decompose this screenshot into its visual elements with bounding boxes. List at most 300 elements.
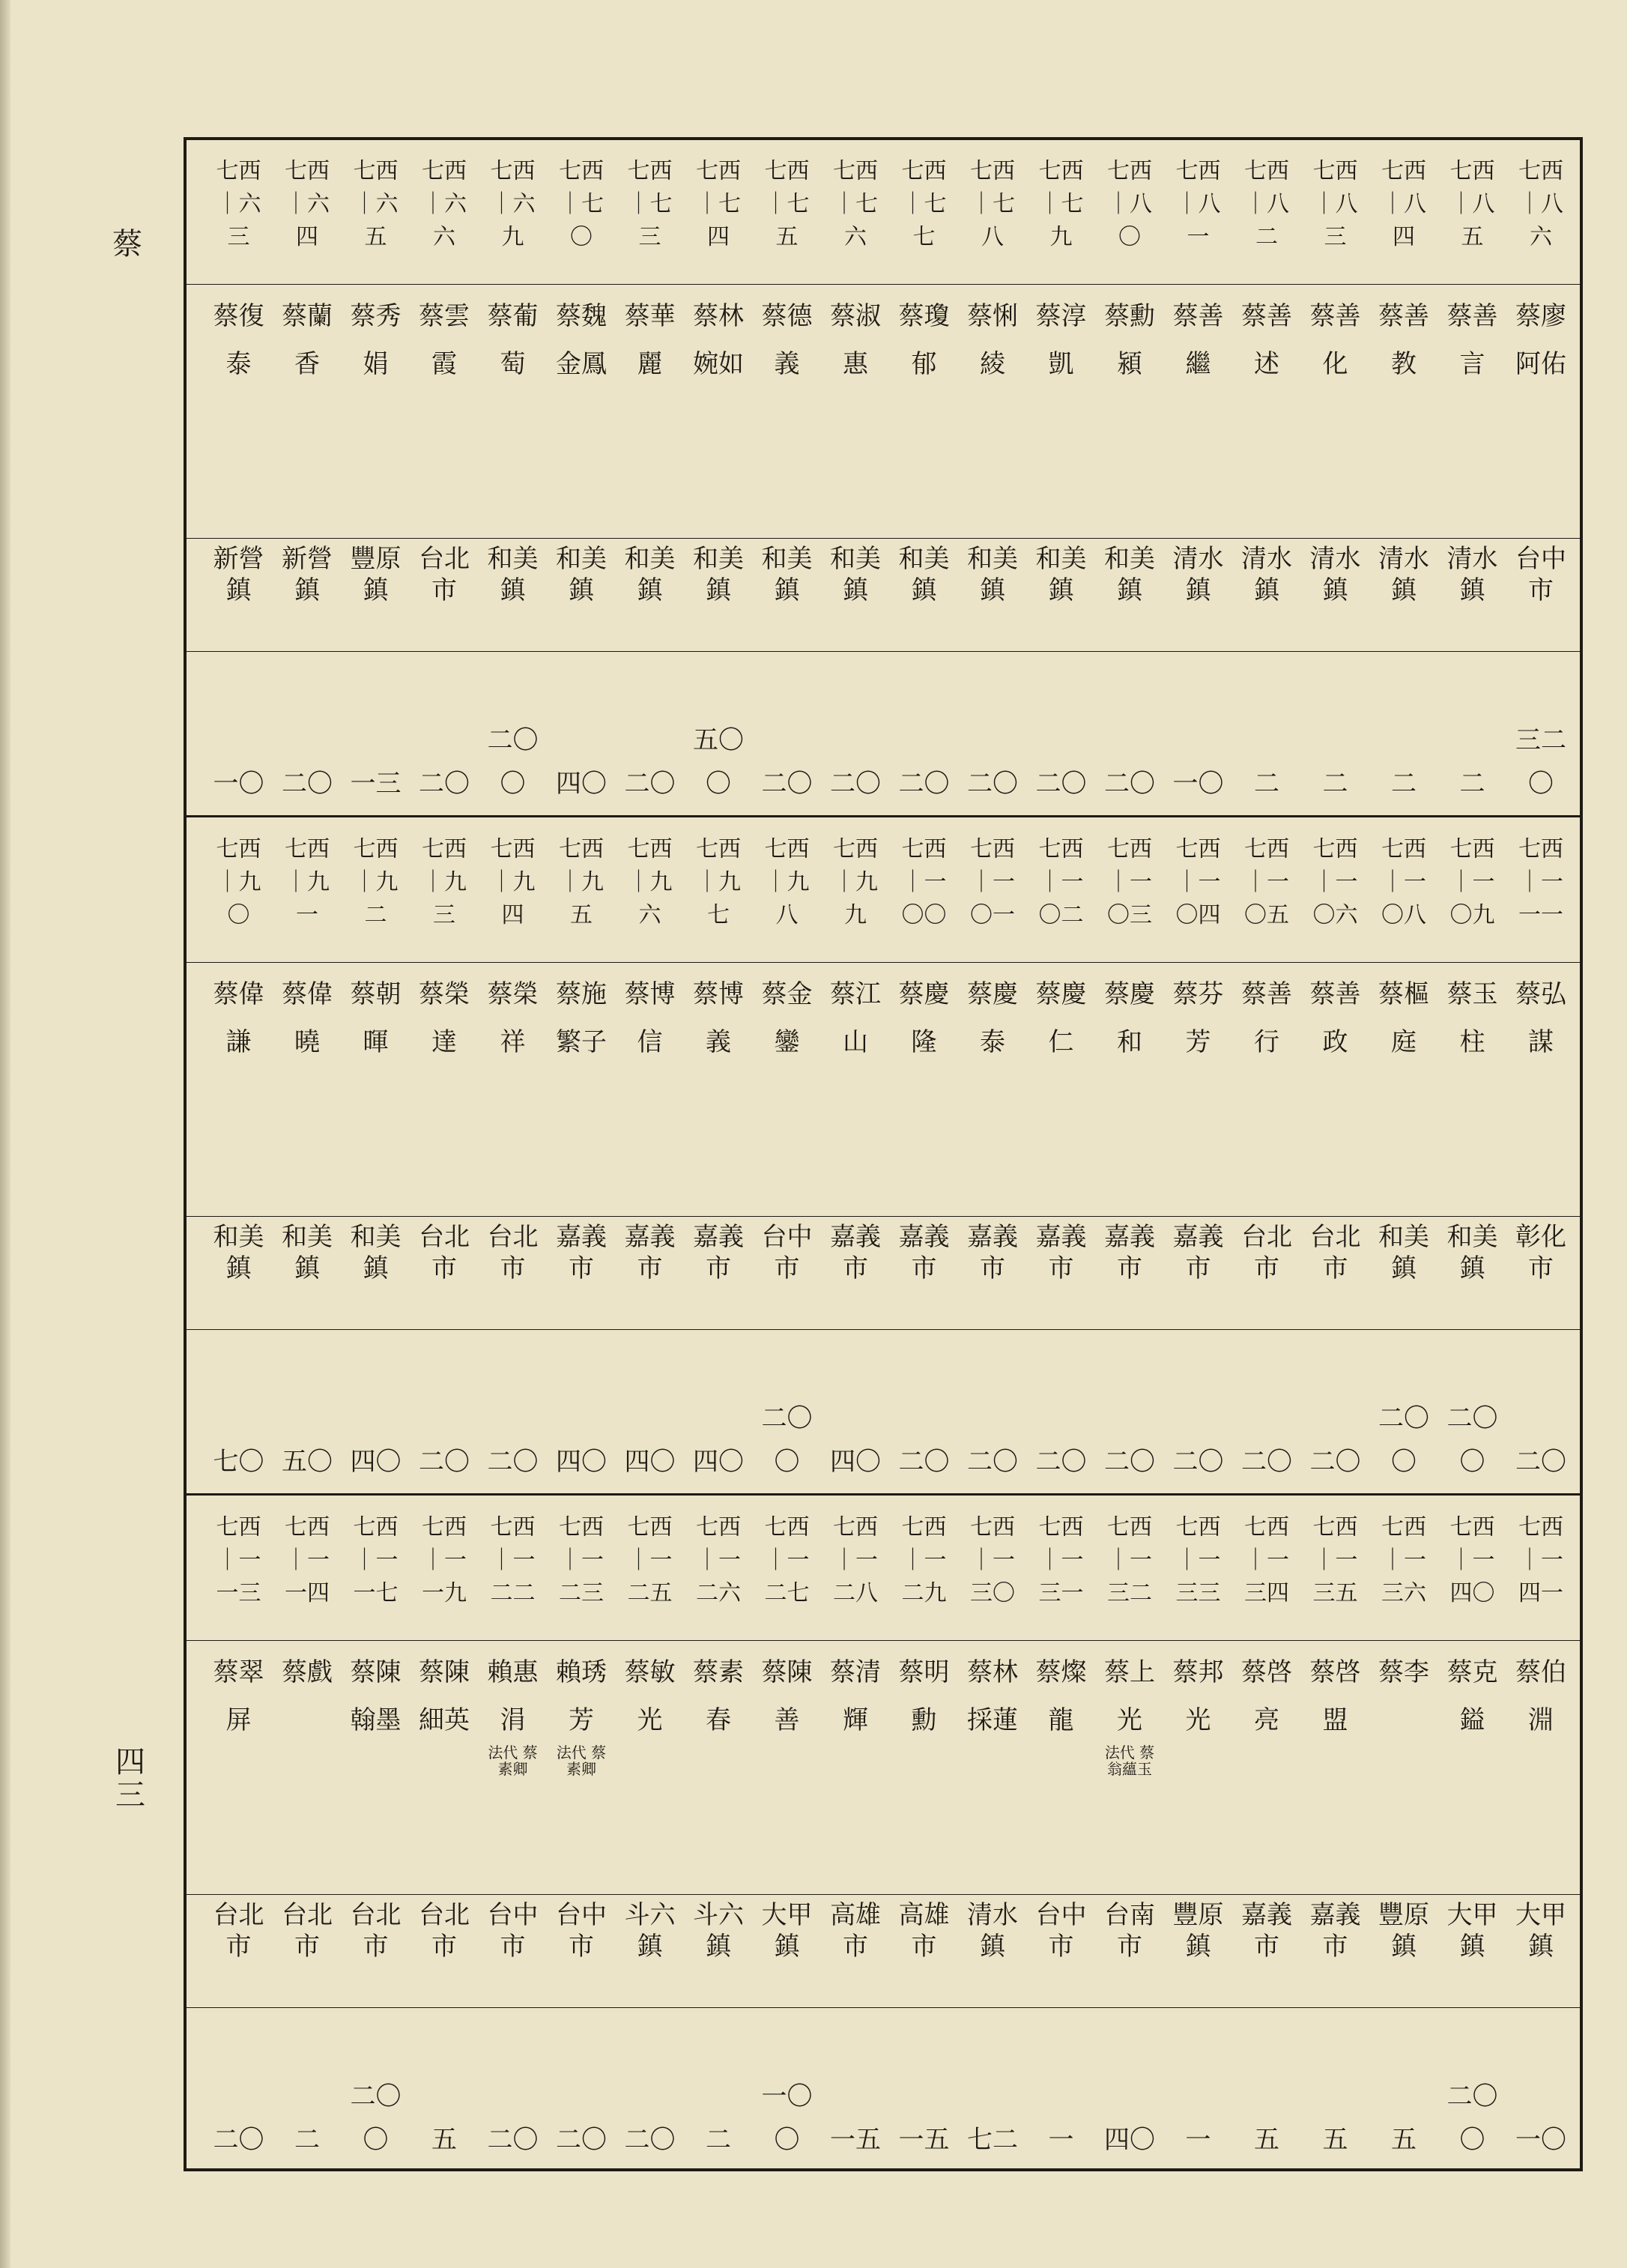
entry-number <box>1031 833 1091 961</box>
entry-number <box>894 155 954 282</box>
entry-number <box>209 155 269 282</box>
donation-amount-text: 二〇 <box>1104 769 1155 799</box>
donation-amount-text: 一〇 <box>213 769 264 799</box>
donor-name-text: 蔡芬芳 <box>1172 979 1224 1057</box>
residence-text: 豐原鎮 <box>350 544 402 605</box>
residence-text: 嘉義市 <box>967 1222 1018 1283</box>
donation-amount <box>1443 1331 1503 1484</box>
entry-number-text: 七西｜一二七 <box>764 1514 810 1606</box>
entry-number <box>620 833 680 961</box>
donation-amount <box>1374 1331 1434 1484</box>
residence <box>825 1221 885 1332</box>
register-entry <box>209 140 269 814</box>
donor-name <box>1374 1648 1434 1899</box>
residence-text: 和美鎮 <box>693 544 744 605</box>
donation-amount-text: 二〇 <box>1241 1447 1292 1477</box>
residence-text: 嘉義市 <box>1309 1900 1361 1962</box>
donation-amount-text: 一〇 <box>1172 769 1224 799</box>
donation-amount-text: 二〇 <box>967 769 1018 799</box>
residence-text: 和美鎮 <box>830 544 881 605</box>
donation-amount <box>1169 1331 1228 1484</box>
residence-text: 和美鎮 <box>487 544 539 605</box>
residence-text: 豐原鎮 <box>1378 1900 1429 1962</box>
residence-text: 台北市 <box>487 1222 539 1283</box>
residence <box>1031 543 1091 654</box>
donation-amount-text: 二〇 <box>487 1447 539 1477</box>
donor-name-text: 蔡翠屏 <box>213 1657 264 1735</box>
donation-amount-text: 二〇 <box>967 1447 1018 1477</box>
residence-text: 和美鎮 <box>967 544 1018 605</box>
donor-name-text: 蔡蘭香 <box>282 301 333 379</box>
entry-number-text: 七西｜六四 <box>285 158 330 250</box>
donor-name-text: 蔡善化 <box>1309 301 1361 379</box>
entry-number <box>1443 1511 1503 1639</box>
residence-text: 台南市 <box>1104 1900 1155 1962</box>
entry-number <box>551 155 611 282</box>
register-entry <box>1306 140 1366 814</box>
entry-number-text: 七西｜七三 <box>627 158 673 250</box>
donor-name-text: 蔡偉曉 <box>282 979 333 1057</box>
donor-name <box>1169 970 1228 1221</box>
donation-amount-text: 二〇〇 <box>761 1403 813 1477</box>
donation-amount-text: 二 <box>294 2125 320 2155</box>
residence-text: 大甲鎮 <box>1446 1900 1498 1962</box>
entry-number-text: 七西｜一一九 <box>422 1514 467 1606</box>
donation-amount-text: 五 <box>431 2125 457 2155</box>
donation-amount-text: 二 <box>706 2125 731 2155</box>
register-entry <box>414 818 474 1493</box>
donation-amount <box>963 1331 1022 1484</box>
register-entry <box>346 140 406 814</box>
entry-number-text: 七西｜九四 <box>490 836 536 928</box>
donation-amount-text: 五〇〇 <box>693 725 744 799</box>
donor-name <box>1169 1648 1228 1899</box>
donor-name <box>1100 292 1160 543</box>
entry-number <box>277 833 337 961</box>
donor-name <box>209 292 269 543</box>
entry-number-text: 七西｜一〇一 <box>970 836 1015 928</box>
residence <box>620 1221 680 1332</box>
entry-number-text: 七西｜七〇 <box>559 158 604 250</box>
donation-amount <box>1511 653 1571 805</box>
entry-number-text: 七西｜一四一 <box>1518 1514 1563 1606</box>
donation-amount-text: 一〇 <box>1515 2125 1566 2155</box>
register-entry <box>1237 818 1297 1493</box>
donor-name <box>346 1648 406 1899</box>
residence-text: 台北市 <box>1241 1222 1292 1283</box>
residence-text: 嘉義市 <box>1104 1222 1155 1283</box>
residence-text: 和美鎮 <box>1446 1222 1498 1283</box>
donation-amount <box>1443 653 1503 805</box>
donor-name-text: 蔡榮達 <box>419 979 470 1057</box>
entry-number <box>688 1511 748 1639</box>
donor-name-text: 蔡廖阿佑 <box>1515 301 1566 379</box>
residence-text: 大甲鎮 <box>1515 1900 1566 1962</box>
donor-name-text: 賴琇芳 <box>556 1657 607 1735</box>
donation-amount-text: 四〇 <box>556 769 607 799</box>
residence <box>894 543 954 654</box>
entry-number-text: 七西｜一四〇 <box>1449 1514 1495 1606</box>
donor-name-text: 蔡施繁子 <box>556 979 607 1057</box>
residence <box>894 1899 954 2010</box>
donation-amount <box>757 1331 817 1484</box>
entry-number <box>757 833 817 961</box>
register-entry <box>209 1496 269 2171</box>
donor-name <box>1306 970 1366 1221</box>
donor-name <box>757 970 817 1221</box>
donor-name <box>346 292 406 543</box>
residence <box>1443 1221 1503 1332</box>
donation-amount-text: 四〇 <box>624 1447 676 1477</box>
residence <box>277 1221 337 1332</box>
donation-amount-text: 二〇 <box>1515 1447 1566 1477</box>
residence <box>1237 1221 1297 1332</box>
register-entry <box>688 1496 748 2171</box>
entry-number <box>894 833 954 961</box>
donor-name <box>414 1648 474 1899</box>
donation-amount-text: 二〇 <box>1035 1447 1087 1477</box>
register-entry <box>1511 818 1571 1493</box>
donation-amount <box>1031 653 1091 805</box>
register-entry <box>483 140 543 814</box>
donor-name <box>825 1648 885 1899</box>
donor-name-text: 蔡淳凱 <box>1035 301 1087 379</box>
donor-name-text: 蔡德義 <box>761 301 813 379</box>
residence-text: 清水鎮 <box>1378 544 1429 605</box>
residence-text: 大甲鎮 <box>761 1900 813 1962</box>
residence <box>1306 1899 1366 2010</box>
register-entry <box>277 1496 337 2171</box>
register-entry <box>757 1496 817 2171</box>
donation-amount-text: 五 <box>1391 2125 1417 2155</box>
legal-representative: 法代 蔡素卿 <box>556 1744 607 1778</box>
donation-amount-text: 五〇 <box>282 1447 333 1477</box>
donor-name-text: 蔡樞庭 <box>1378 979 1429 1057</box>
donor-name-text: 蔡戲 <box>282 1657 333 1687</box>
register-block <box>187 1496 1580 2171</box>
register-entry <box>1306 818 1366 1493</box>
donation-amount-text: 五 <box>1254 2125 1279 2155</box>
residence <box>1169 543 1228 654</box>
entry-number-text: 七西｜一〇〇 <box>901 836 947 928</box>
donor-name <box>1100 1648 1160 1899</box>
donor-name-text: 蔡啓亮 <box>1241 1657 1292 1735</box>
register-entry <box>620 1496 680 2171</box>
entry-number-text: 七西｜七六 <box>833 158 878 250</box>
donor-name <box>483 1648 543 1899</box>
register-entry <box>1237 140 1297 814</box>
entry-number-text: 七西｜一一三 <box>216 1514 261 1606</box>
register-entry <box>1443 140 1503 814</box>
donor-name <box>688 292 748 543</box>
donor-name <box>1306 292 1366 543</box>
donor-name-text: 蔡慶隆 <box>898 979 950 1057</box>
donor-name <box>1443 292 1503 543</box>
donation-amount-text: 二〇 <box>1172 1447 1224 1477</box>
residence-text: 嘉義市 <box>898 1222 950 1283</box>
entry-number-text: 七西｜六六 <box>422 158 467 250</box>
donor-name <box>688 970 748 1221</box>
register-entry <box>414 140 474 814</box>
donation-amount <box>894 1331 954 1484</box>
donor-name-text: 蔡榮祥 <box>487 979 539 1057</box>
donation-amount <box>894 653 954 805</box>
register-entry <box>1306 1496 1366 2171</box>
residence <box>963 543 1022 654</box>
donation-amount <box>757 2010 817 2162</box>
donation-amount <box>551 653 611 805</box>
donor-name <box>1100 970 1160 1221</box>
donation-amount-text: 二〇 <box>487 2125 539 2155</box>
register-entry <box>1169 1496 1228 2171</box>
donation-amount <box>894 2010 954 2162</box>
register-entry <box>688 140 748 814</box>
block-separator <box>187 815 1580 817</box>
register-entry <box>1100 818 1160 1493</box>
register-entry <box>757 140 817 814</box>
entry-number-text: 七西｜一一七 <box>353 1514 399 1606</box>
residence <box>1306 1221 1366 1332</box>
donation-amount <box>1031 1331 1091 1484</box>
entry-number-text: 七西｜一二三 <box>559 1514 604 1606</box>
entry-number <box>757 155 817 282</box>
register-entry <box>1100 140 1160 814</box>
entry-number-text: 七西｜一一四 <box>285 1514 330 1606</box>
register-entry <box>825 140 885 814</box>
donor-name <box>1306 1648 1366 1899</box>
donation-amount-text: 四〇 <box>556 1447 607 1477</box>
entry-number-text: 七西｜一二八 <box>833 1514 878 1606</box>
residence-text: 嘉義市 <box>693 1222 744 1283</box>
residence <box>551 543 611 654</box>
entry-number-text: 七西｜九五 <box>559 836 604 928</box>
donation-amount-text: 二〇 <box>898 769 950 799</box>
entry-number-text: 七西｜一〇二 <box>1038 836 1084 928</box>
donor-name-text: 蔡克鎰 <box>1446 1657 1498 1735</box>
register-entry <box>1374 140 1434 814</box>
donation-amount <box>620 2010 680 2162</box>
donor-name-text: 蔡陳翰墨 <box>350 1657 402 1735</box>
donor-name-text: 蔡明勳 <box>898 1657 950 1735</box>
entry-number-text: 七西｜七四 <box>696 158 741 250</box>
donor-name-text: 蔡邦光 <box>1172 1657 1224 1735</box>
entry-number <box>414 833 474 961</box>
donation-amount <box>483 653 543 805</box>
donor-name-text: 蔡慶泰 <box>967 979 1018 1057</box>
entry-number-text: 七西｜一三二 <box>1107 1514 1152 1606</box>
entry-number-text: 七西｜一三五 <box>1312 1514 1358 1606</box>
donor-name-text: 蔡秀娟 <box>350 301 402 379</box>
residence-text: 和美鎮 <box>1378 1222 1429 1283</box>
entry-number-text: 七西｜七七 <box>901 158 947 250</box>
entry-number <box>1511 833 1571 961</box>
donation-amount-text: 二 <box>1459 769 1485 799</box>
residence-text: 台中市 <box>556 1900 607 1962</box>
residence-text: 斗六鎮 <box>693 1900 744 1962</box>
register-block <box>187 818 1580 1493</box>
residence-text: 嘉義市 <box>556 1222 607 1283</box>
donation-amount-text: 二〇〇 <box>1446 1403 1498 1477</box>
residence <box>1100 543 1160 654</box>
residence-text: 和美鎮 <box>556 544 607 605</box>
register-table <box>184 137 1583 2171</box>
donor-name-text: 蔡偉謙 <box>213 979 264 1057</box>
donation-amount-text: 二〇〇 <box>1378 1403 1429 1477</box>
entry-number-text: 七西｜一三六 <box>1381 1514 1426 1606</box>
donor-name-text: 蔡瓊郁 <box>898 301 950 379</box>
residence <box>688 543 748 654</box>
donor-name <box>620 970 680 1221</box>
entry-number <box>1031 1511 1091 1639</box>
residence <box>963 1899 1022 2010</box>
entry-number-text: 七西｜九一 <box>285 836 330 928</box>
donation-amount-text: 一 <box>1048 2125 1074 2155</box>
donor-name <box>688 1648 748 1899</box>
donor-name-text: 蔡善教 <box>1378 301 1429 379</box>
register-entry <box>1511 1496 1571 2171</box>
donation-amount-text: 七二 <box>967 2125 1018 2155</box>
residence <box>346 543 406 654</box>
donor-name-text: 蔡啓盟 <box>1309 1657 1361 1735</box>
register-entry <box>1031 140 1091 814</box>
entry-number <box>483 155 543 282</box>
donor-name-text: 蔡江山 <box>830 979 881 1057</box>
donation-amount-text: 二〇 <box>556 2125 607 2155</box>
donor-name-text: 蔡葡萄 <box>487 301 539 379</box>
entry-number <box>277 155 337 282</box>
donation-amount-text: 一五 <box>830 2125 881 2155</box>
register-entry <box>346 818 406 1493</box>
donor-name-text: 蔡勳潁 <box>1104 301 1155 379</box>
donation-amount <box>1100 2010 1160 2162</box>
residence-text: 新營鎮 <box>213 544 264 605</box>
register-entry <box>963 140 1022 814</box>
donor-name <box>1374 292 1434 543</box>
donation-amount-text: 二〇 <box>1104 1447 1155 1477</box>
donation-amount-text: 二〇〇 <box>350 2081 402 2155</box>
entry-number <box>1169 155 1228 282</box>
entry-number <box>620 1511 680 1639</box>
entry-number-text: 七西｜八六 <box>1518 158 1563 250</box>
donor-name <box>1511 292 1571 543</box>
entry-number <box>1237 833 1297 961</box>
register-entry <box>551 1496 611 2171</box>
donation-amount-text: 四〇 <box>1104 2125 1155 2155</box>
donation-amount <box>1374 2010 1434 2162</box>
donor-name <box>1511 1648 1571 1899</box>
register-entry <box>1169 818 1228 1493</box>
entry-number <box>414 1511 474 1639</box>
entry-number <box>825 1511 885 1639</box>
register-entry <box>1100 1496 1160 2171</box>
residence <box>346 1221 406 1332</box>
donor-name <box>1237 1648 1297 1899</box>
residence-text: 台北市 <box>350 1900 402 1962</box>
entry-number <box>1169 1511 1228 1639</box>
register-entry <box>688 818 748 1493</box>
residence <box>551 1899 611 2010</box>
donation-amount-text: 二〇 <box>624 769 676 799</box>
donation-amount <box>1237 653 1297 805</box>
donation-amount-text: 二 <box>1391 769 1417 799</box>
residence-text: 台中市 <box>1515 544 1566 605</box>
donor-name-text: 蔡林婉如 <box>693 301 744 379</box>
register-entry <box>277 818 337 1493</box>
donation-amount <box>414 1331 474 1484</box>
residence <box>1031 1899 1091 2010</box>
register-entry <box>1443 818 1503 1493</box>
donor-name-text: 蔡燦龍 <box>1035 1657 1087 1735</box>
donor-name <box>1443 1648 1503 1899</box>
entry-number-text: 七西｜一二九 <box>901 1514 947 1606</box>
residence <box>209 1899 269 2010</box>
entry-number-text: 七西｜九六 <box>627 836 673 928</box>
entry-number <box>688 833 748 961</box>
entry-number-text: 七西｜一〇三 <box>1107 836 1152 928</box>
entry-number-text: 七西｜一〇九 <box>1449 836 1495 928</box>
residence-text: 清水鎮 <box>1241 544 1292 605</box>
donor-name <box>209 970 269 1221</box>
register-entry <box>757 818 817 1493</box>
entry-number <box>1511 155 1571 282</box>
register-entry <box>483 1496 543 2171</box>
donation-amount-text: 四〇 <box>830 1447 881 1477</box>
donor-name <box>414 970 474 1221</box>
donor-name-text: 蔡清輝 <box>830 1657 881 1735</box>
donor-name <box>1031 970 1091 1221</box>
donor-name <box>483 292 543 543</box>
donation-amount <box>1031 2010 1091 2162</box>
residence <box>757 1899 817 2010</box>
donation-amount-text: 四〇 <box>350 1447 402 1477</box>
donation-amount <box>1237 2010 1297 2162</box>
donor-name <box>1237 292 1297 543</box>
donor-name-text: 蔡李 <box>1378 1657 1429 1687</box>
residence <box>825 1899 885 2010</box>
donation-amount <box>1169 653 1228 805</box>
donor-name-text: 蔡善政 <box>1309 979 1361 1057</box>
residence <box>1511 543 1571 654</box>
entry-number-text: 七西｜九七 <box>696 836 741 928</box>
register-entry <box>551 818 611 1493</box>
donation-amount <box>1511 2010 1571 2162</box>
donation-amount-text: 二〇 <box>282 769 333 799</box>
residence-text: 高雄市 <box>898 1900 950 1962</box>
donor-name <box>963 1648 1022 1899</box>
entry-number-text: 七西｜一二五 <box>627 1514 673 1606</box>
donation-amount <box>277 653 337 805</box>
residence <box>963 1221 1022 1332</box>
register-entry <box>483 818 543 1493</box>
donation-amount-text: 七〇 <box>213 1447 264 1477</box>
entry-number-text: 七西｜一〇六 <box>1312 836 1358 928</box>
donation-amount-text: 二〇 <box>898 1447 950 1477</box>
entry-number <box>1100 833 1160 961</box>
entry-number <box>894 1511 954 1639</box>
donor-name <box>1443 970 1503 1221</box>
residence-text: 台北市 <box>213 1900 264 1962</box>
entry-number-text: 七西｜九二 <box>353 836 399 928</box>
donor-name-text: 蔡博信 <box>624 979 676 1057</box>
entry-number <box>1374 1511 1434 1639</box>
entry-number <box>1374 833 1434 961</box>
donation-amount <box>346 1331 406 1484</box>
residence-text: 清水鎮 <box>1172 544 1224 605</box>
donor-name <box>620 1648 680 1899</box>
residence <box>1169 1221 1228 1332</box>
register-entry <box>894 1496 954 2171</box>
residence <box>757 543 817 654</box>
